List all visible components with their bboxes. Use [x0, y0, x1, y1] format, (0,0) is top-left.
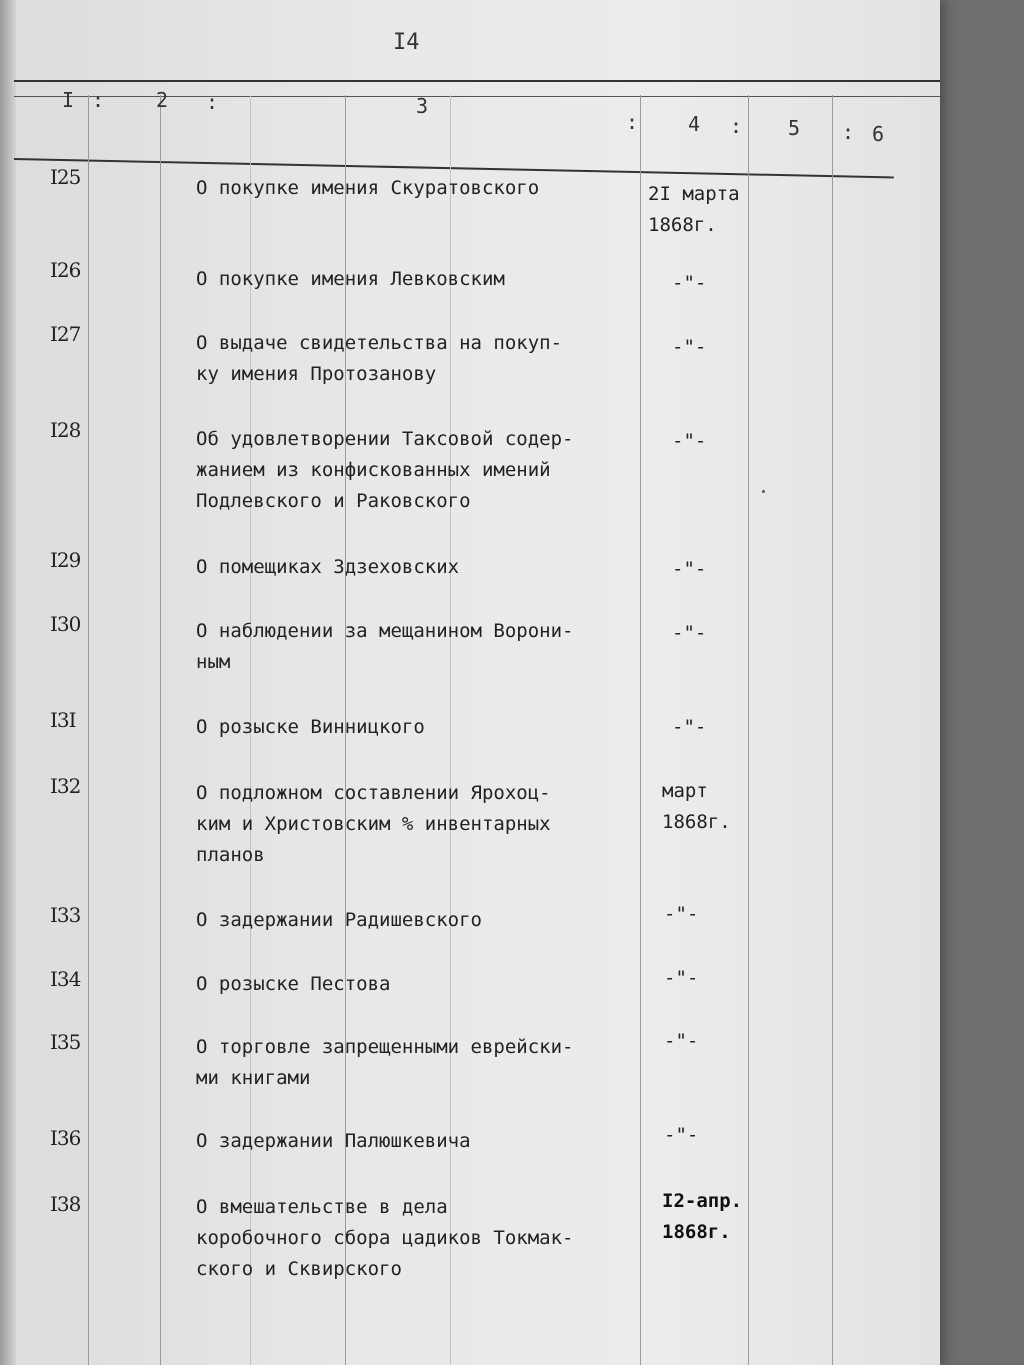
column-divider-6: [832, 95, 833, 1365]
entry-number: I29: [50, 548, 81, 572]
entry-title: О покупке имения Скуратовского: [196, 177, 540, 199]
entry-title: О подложном составлении Ярохоц- ким и Христовским % инвентарных планов: [196, 782, 551, 866]
entry-title: О розыске Винницкого: [196, 716, 425, 738]
header-second-rule: [14, 96, 940, 97]
entry-title: О помещиках Здзеховских: [196, 556, 460, 578]
header-col-5: 5: [788, 116, 801, 140]
entry-title: О задержании Палюшкевича: [196, 1130, 471, 1152]
entry-number: I38: [50, 1192, 81, 1216]
entry-number: I3I: [50, 708, 76, 732]
column-divider-4: [640, 95, 641, 1365]
entry-date: -"-: [672, 272, 707, 294]
entry-title: О вмешательстве в дела коробочного сбора цадиков Токмак- ского и Сквирского: [196, 1196, 574, 1280]
entry-title: О задержании Радишевского: [196, 909, 482, 931]
header-sep-3: :: [626, 110, 639, 134]
entry-date: -"-: [664, 1124, 699, 1146]
entry-date: март 1868г.: [662, 780, 731, 833]
header-col-2: 2: [156, 88, 169, 112]
entry-date: -"-: [672, 716, 707, 738]
header-col-1: I: [62, 88, 75, 112]
header-sep-5: :: [842, 120, 855, 144]
entry-title: О выдаче свидетельства на покуп- ку имения Протозанову: [196, 332, 563, 385]
entry-date: -"-: [672, 336, 707, 358]
entry-date: -"-: [664, 903, 699, 925]
entry-date: I2-апр. 1868г.: [662, 1190, 743, 1243]
ink-speck: [762, 490, 765, 493]
entry-date: -"-: [672, 430, 707, 452]
binding-edge: [0, 0, 16, 1365]
entry-number: I34: [50, 967, 81, 991]
column-divider-2: [160, 95, 161, 1365]
entry-number: I26: [50, 258, 81, 282]
entry-number: I25: [50, 165, 81, 189]
entry-date: -"-: [672, 622, 707, 644]
header-sep-2: :: [206, 90, 219, 114]
header-sep-1: :: [92, 88, 105, 112]
header-col-6: 6: [872, 122, 885, 146]
entry-date: 2I марта 1868г.: [648, 183, 740, 236]
header-top-rule: [14, 80, 940, 82]
entry-title: О розыске Пестова: [196, 973, 391, 995]
entry-title: О торговле запрещенными еврейски- ми книгами: [196, 1036, 574, 1089]
entry-date: -"-: [672, 558, 707, 580]
entry-number: I30: [50, 612, 81, 636]
page-number: I4: [393, 30, 420, 55]
header-col-3: 3: [416, 94, 429, 118]
entry-number: I36: [50, 1126, 81, 1150]
entry-number: I32: [50, 774, 81, 798]
entry-date: -"-: [664, 1030, 699, 1052]
entry-title: Об удовлетворении Таксовой содер- жанием из конфискованных имений Подлевского и Раковского: [196, 428, 574, 512]
entry-number: I28: [50, 418, 81, 442]
entry-number: I35: [50, 1030, 81, 1054]
entry-number: I27: [50, 322, 81, 346]
header-col-4: 4: [688, 112, 701, 136]
entry-number: I33: [50, 903, 81, 927]
entry-title: О наблюдении за мещанином Ворони- ным: [196, 620, 574, 673]
header-sep-4: :: [730, 114, 743, 138]
entry-title: О покупке имения Левковским: [196, 268, 505, 290]
entry-date: -"-: [664, 967, 699, 989]
column-divider-1: [88, 95, 89, 1365]
